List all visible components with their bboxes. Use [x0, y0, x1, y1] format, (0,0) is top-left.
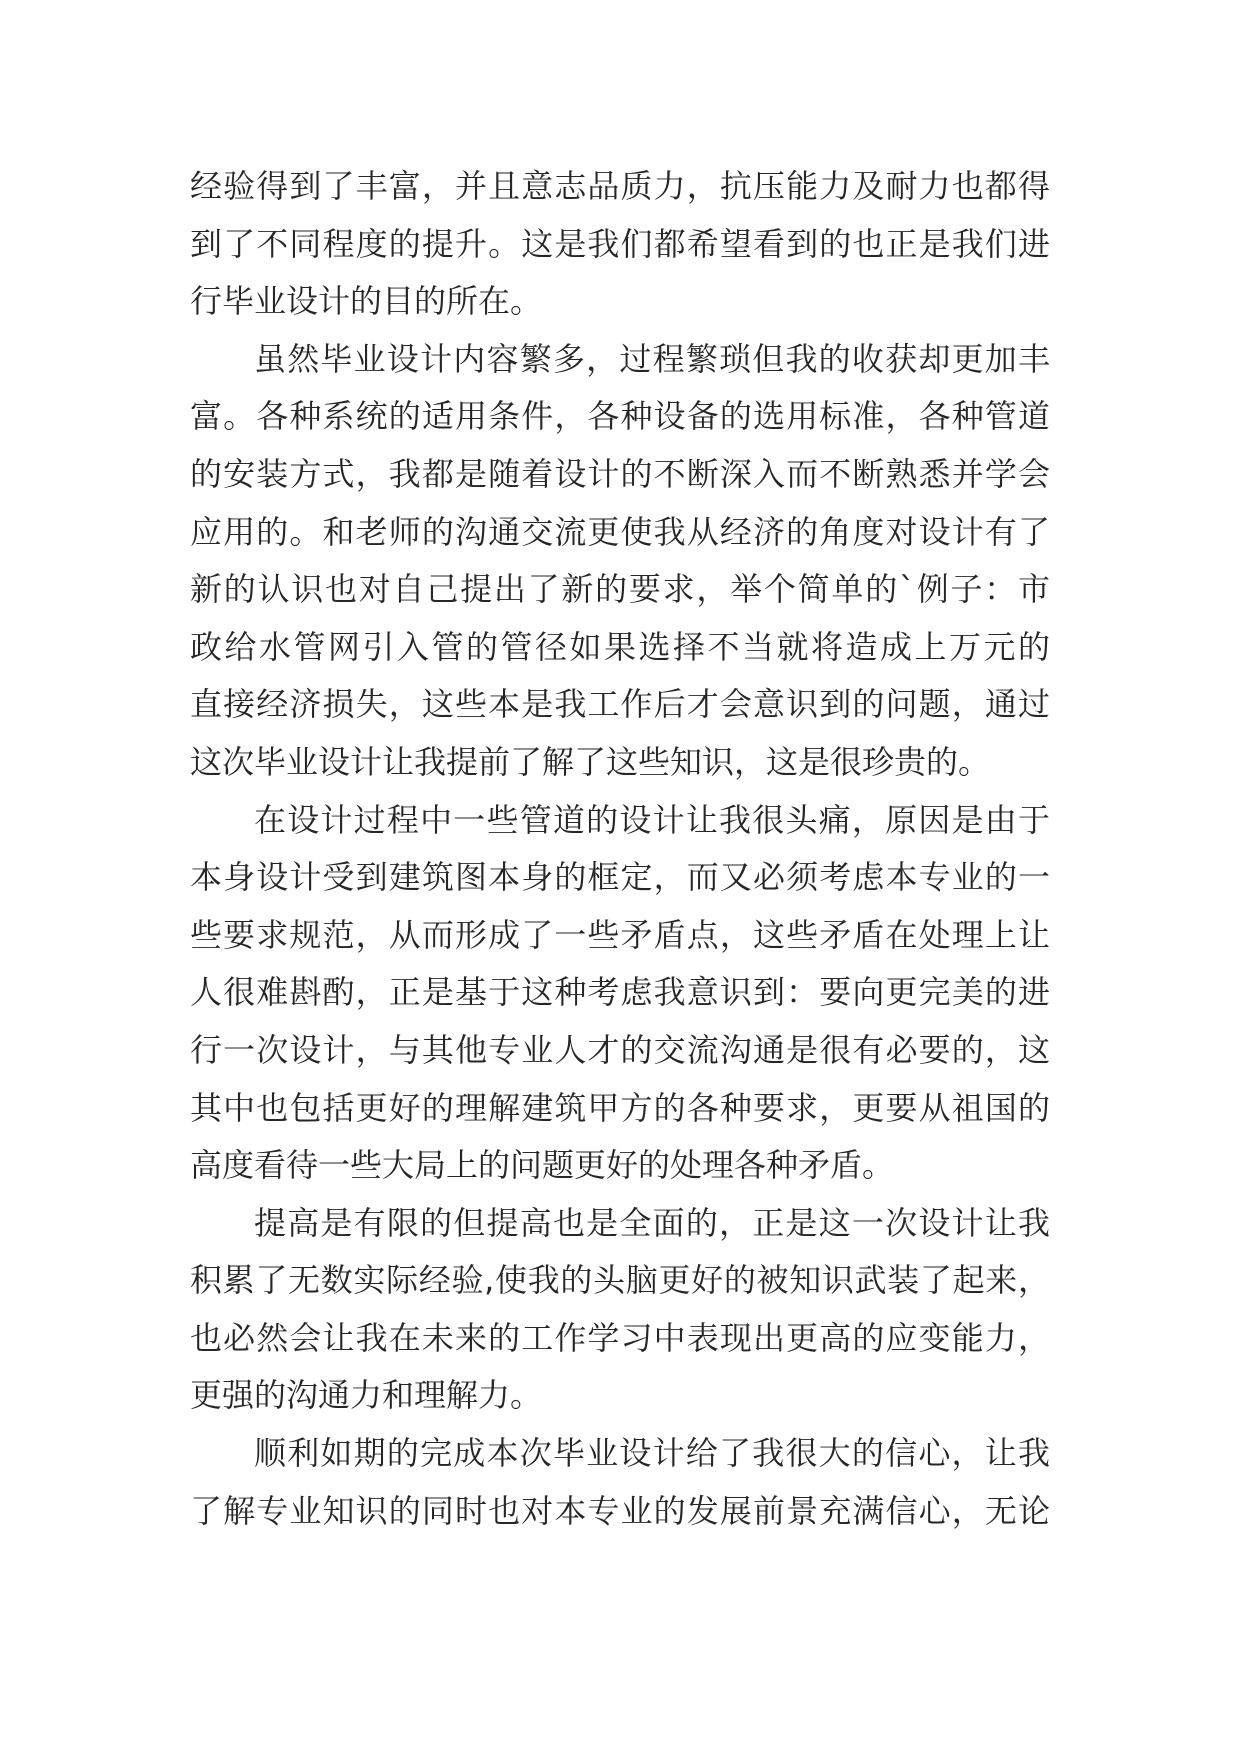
text-line: 政给水管网引入管的管径如果选择不当就将造成上万元的: [190, 627, 1050, 666]
text-line: 些要求规范，从而形成了一些矛盾点，这些矛盾在处理上让: [190, 915, 1050, 954]
text-line: 顺利如期的完成本次毕业设计给了我很大的信心，让我: [254, 1434, 1050, 1473]
text-line: 了解专业知识的同时也对本专业的发展前景充满信心，无论: [190, 1491, 1050, 1530]
text-line: 到了不同程度的提升。这是我们都希望看到的也正是我们进: [190, 224, 1050, 263]
text-line: 其中也包括更好的理解建筑甲方的各种要求，更要从祖国的: [190, 1088, 1050, 1127]
text-line: 行一次设计，与其他专业人才的交流沟通是很有必要的，这: [190, 1030, 1050, 1069]
text-line: 新的认识也对自己提出了新的要求，举个简单的`例子：市: [190, 570, 1050, 609]
text-line: 应用的。和老师的沟通交流更使我从经济的角度对设计有了: [190, 512, 1050, 551]
text-line: 更强的沟通力和理解力。: [190, 1376, 543, 1415]
text-line: 本身设计受到建筑图本身的框定，而又必须考虑本专业的一: [190, 858, 1050, 897]
paragraph: [190, 1425, 1050, 1540]
paragraph: [190, 158, 1050, 331]
paragraph: [190, 331, 1050, 792]
text-line: 在设计过程中一些管道的设计让我很头痛，原因是由于: [254, 800, 1050, 839]
text-line: 积累了无数实际经验,使我的头脑更好的被知识武装了起来，: [190, 1261, 1050, 1300]
text-line: 也必然会让我在未来的工作学习中表现出更高的应变能力，: [190, 1318, 1050, 1357]
text-line: 富。各种系统的适用条件，各种设备的选用标准，各种管道: [190, 397, 1050, 436]
text-line: 的安装方式，我都是随着设计的不断深入而不断熟悉并学会: [190, 454, 1050, 493]
paragraph: [190, 792, 1050, 1195]
text-line: 经验得到了丰富，并且意志品质力，抗压能力及耐力也都得: [190, 167, 1050, 205]
document-body: [190, 158, 1050, 1540]
text-line: 这次毕业设计让我提前了解了这些知识，这是很珍贵的。: [190, 742, 991, 781]
text-line: 虽然毕业设计内容繁多，过程繁琐但我的收获却更加丰: [254, 339, 1050, 378]
text-line: 提高是有限的但提高也是全面的，正是这一次设计让我: [254, 1203, 1050, 1242]
text-line: 高度看待一些大局上的问题更好的处理各种矛盾。: [190, 1146, 895, 1185]
text-line: 直接经济损失，这些本是我工作后才会意识到的问题，通过: [190, 685, 1050, 724]
text-line: 人很难斟酌，正是基于这种考虑我意识到：要向更完美的进: [190, 973, 1050, 1012]
text-line: 行毕业设计的目的所在。: [190, 282, 543, 321]
paragraph: [190, 1195, 1050, 1425]
